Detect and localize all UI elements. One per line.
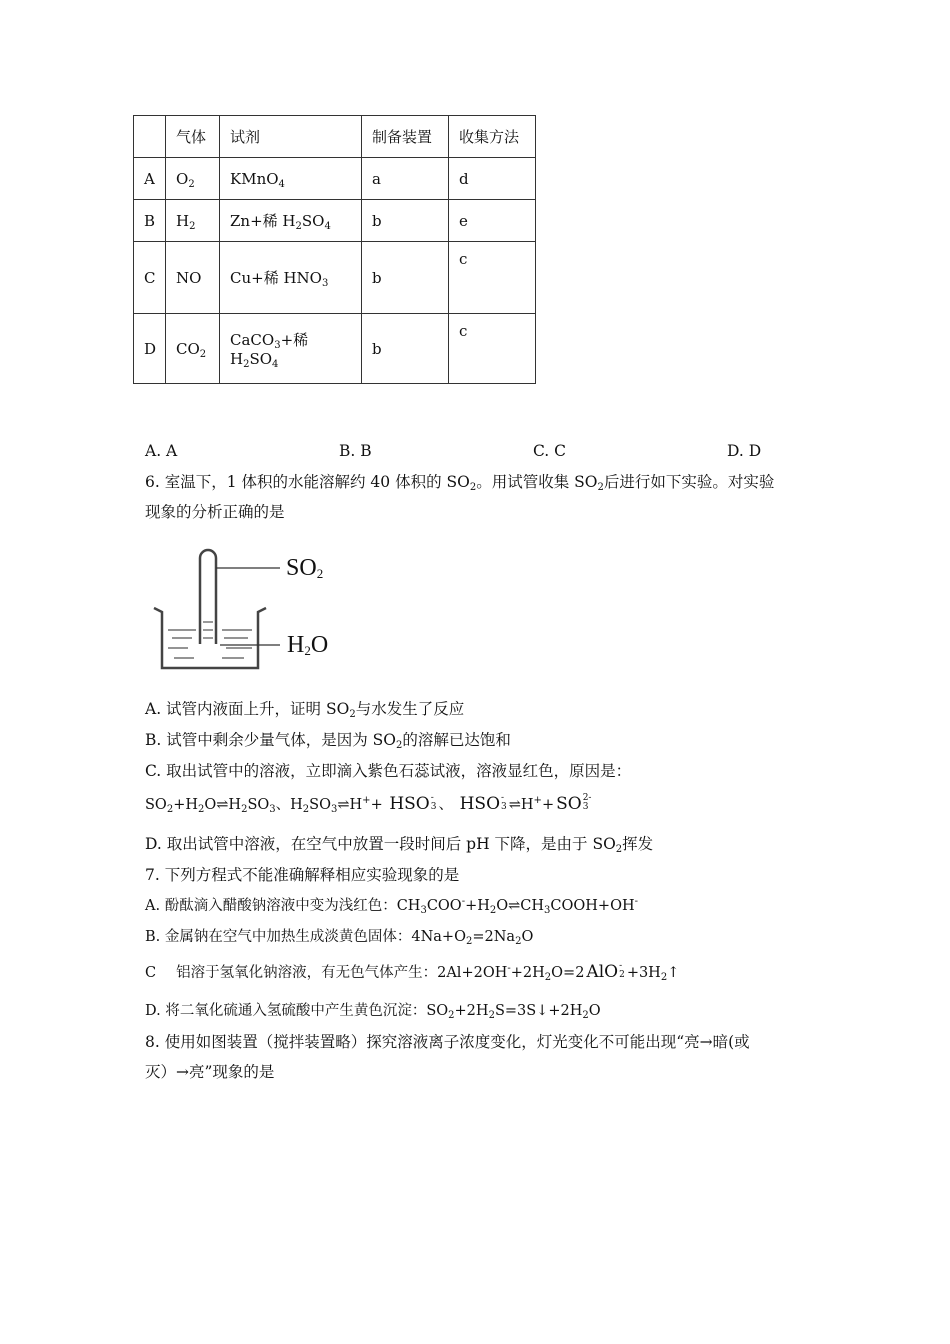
reagent-cell: Cu+稀 $HNO_3$ bbox=[220, 242, 362, 314]
q7-option-d: D. 将二氧化硫通入氢硫酸中产生黄色沉淀：$SO_2+2H_2S=3S↓+2H_2O$ bbox=[145, 1003, 601, 1021]
q6-stem-line2: 现象的分析正确的是 bbox=[145, 503, 285, 521]
q6-stem-line1: 6. 室温下，1 体积的水能溶解约 40 体积的 $SO_2$。用试管收集 $SO_2$后进行如下实验。对实验 bbox=[145, 473, 775, 493]
collect-cell: d bbox=[449, 158, 536, 200]
hso3-ion: HSO - 3 bbox=[389, 793, 437, 814]
q5-option-b: B. B bbox=[339, 442, 372, 460]
table-header-cell: 制备装置 bbox=[362, 116, 449, 158]
q6-equation: $SO_2+H_2O\rightleftharpoons H_2SO_3$、$H_2SO_3\rightleftharpoons H^++$ HSO - 3 、 HSO - 3 ⇌H++ SO 2- 3 bbox=[145, 793, 592, 815]
device-cell: b bbox=[362, 200, 449, 242]
q7-stem: 7. 下列方程式不能准确解释相应实验现象的是 bbox=[145, 866, 460, 884]
table-row bbox=[134, 242, 536, 314]
gas-cell: $O_2$ bbox=[166, 158, 220, 200]
table-header-cell bbox=[134, 116, 166, 158]
collect-cell: c bbox=[449, 314, 536, 384]
q7-option-a: A. 酚酞滴入醋酸钠溶液中变为浅红色：$CH_3COO^-+H_2O\rightleftharpoons CH_3COOH+OH^-$ bbox=[145, 896, 638, 916]
q5-option-d: D. D bbox=[727, 442, 762, 460]
table-row bbox=[134, 314, 536, 384]
q7-option-b: B. 金属钠在空气中加热生成淡黄色固体：$4Na+O_2=2Na_2O$ bbox=[145, 929, 534, 947]
q6-option-b: B. 试管中剩余少量气体，是因为 $SO_2$的溶解已达饱和 bbox=[145, 731, 511, 751]
table-header-cell: 收集方法 bbox=[449, 116, 536, 158]
so3-ion: SO 2- 3 bbox=[556, 793, 592, 814]
reagent-cell: KMnO$_4$ bbox=[220, 158, 362, 200]
q7-option-c: C 铝溶于氢氧化钠溶液，有无色气体产生：$2Al+2OH^-+2H_2O=2$ AlO - 2 $+3H_2↑$ bbox=[145, 961, 680, 983]
q5-option-a: A. A bbox=[145, 442, 178, 460]
alo2-ion: AlO - 2 bbox=[586, 961, 625, 982]
hso3-ion: HSO - 3 bbox=[459, 793, 507, 814]
row-label: B bbox=[134, 200, 166, 242]
table-header-cell: 气体 bbox=[166, 116, 220, 158]
device-cell: a bbox=[362, 158, 449, 200]
device-cell: b bbox=[362, 242, 449, 314]
reagent-cell: Zn+稀 $H_2SO_4$ bbox=[220, 200, 362, 242]
row-label: D bbox=[134, 314, 166, 384]
row-label: C bbox=[134, 242, 166, 314]
q8-stem-line2: 灭）→亮”现象的是 bbox=[145, 1063, 275, 1081]
table-row bbox=[134, 158, 536, 200]
so2-label: $SO_2$ bbox=[286, 555, 324, 581]
gas-cell: $CO_2$ bbox=[166, 314, 220, 384]
reagent-cell: CaCO$_3$+稀 $H_2SO_4$ bbox=[220, 314, 362, 384]
collect-cell: c bbox=[449, 242, 536, 314]
gas-cell: $H_2$ bbox=[166, 200, 220, 242]
table-header-cell: 试剂 bbox=[220, 116, 362, 158]
q6-option-a: A. 试管内液面上升，证明 $SO_2$与水发生了反应 bbox=[145, 700, 465, 720]
table-row bbox=[134, 200, 536, 242]
gas-cell: NO bbox=[166, 242, 220, 314]
reagent-table bbox=[133, 115, 536, 384]
collect-cell: e bbox=[449, 200, 536, 242]
table-header-row bbox=[134, 116, 536, 158]
q6-option-c: C. 取出试管中的溶液，立即滴入紫色石蕊试液，溶液显红色，原因是： bbox=[145, 762, 632, 780]
q6-option-d: D. 取出试管中溶液，在空气中放置一段时间后 pH 下降，是由于 $SO_2$挥发 bbox=[145, 835, 654, 855]
device-cell: b bbox=[362, 314, 449, 384]
h2o-label: $H_2O$ bbox=[287, 632, 329, 658]
row-label: A bbox=[134, 158, 166, 200]
q8-stem-line1: 8. 使用如图装置（搅拌装置略）探究溶液离子浓度变化，灯光变化不可能出现“亮→暗(或 bbox=[145, 1033, 750, 1051]
q5-option-c: C. C bbox=[533, 442, 567, 460]
